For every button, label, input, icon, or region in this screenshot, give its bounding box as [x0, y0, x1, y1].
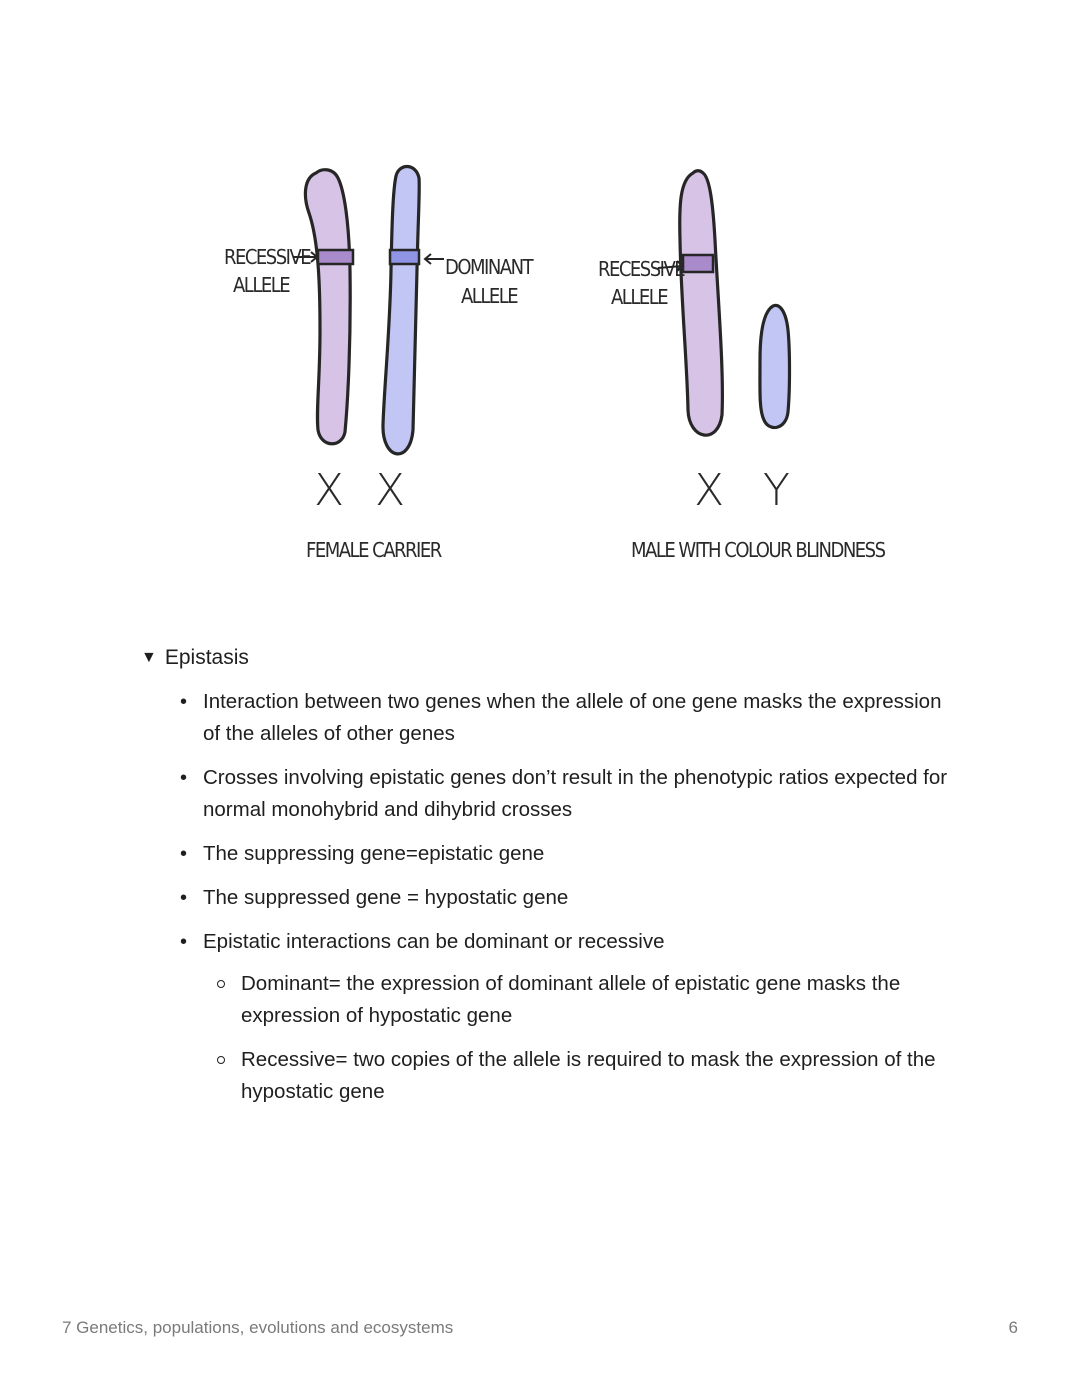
sub-list-item: Recessive= two copies of the allele is required to mask the expression of the hypostatic gene: [203, 1044, 960, 1108]
female-recessive-label-line1: RECESSIVE: [224, 245, 311, 269]
triangle-down-icon: ▼: [141, 649, 157, 666]
male-y-chromosome: [760, 305, 790, 427]
male-chromosome-x: X: [694, 465, 725, 516]
sub-list-item: Dominant= the expression of dominant allele of epistatic gene masks the expression of hypostatic gene: [203, 968, 960, 1032]
x-linked-inheritance-diagram: [0, 0, 1080, 600]
male-recessive-band: [683, 255, 713, 272]
female-recessive-band: [318, 250, 353, 264]
female-x-chromosome-recessive: [305, 170, 350, 444]
female-x-chromosome-dominant: [383, 166, 419, 453]
male-recessive-label-line2: ALLELE: [611, 285, 668, 309]
footer-title: 7 Genetics, populations, evolutions and ecosystems: [62, 1318, 454, 1337]
female-chromosome-x-right: X: [375, 465, 406, 516]
epistasis-bullet-list: [180, 686, 960, 1120]
female-recessive-label-line2: ALLELE: [233, 273, 290, 297]
female-dominant-band: [390, 250, 419, 264]
list-item: • The suppressing gene=epistatic gene: [180, 838, 960, 870]
page-number: 6: [1008, 1318, 1018, 1337]
list-item: • Crosses involving epistatic genes don’t result in the phenotypic ratios expected for normal monohybrid and dihybrid crosses: [180, 762, 960, 826]
male-x-chromosome-recessive: [680, 171, 723, 435]
list-item: • Interaction between two genes when the allele of one gene masks the expression of the alleles of other genes: [180, 686, 960, 750]
sub-bullet-list: [203, 968, 960, 1108]
list-item-with-subitems: [180, 926, 960, 1108]
male-recessive-label-line1: RECESSIVE: [598, 257, 685, 281]
female-dominant-label-line1: DOMINANT: [445, 255, 533, 279]
list-item: • The suppressed gene = hypostatic gene: [180, 882, 960, 914]
female-caption: FEMALE CARRIER: [306, 538, 441, 562]
list-item-text: Epistatic interactions can be dominant or recessive: [203, 930, 665, 953]
female-dominant-arrow-icon: [425, 254, 444, 264]
female-dominant-label-line2: ALLELE: [461, 284, 518, 308]
section-title: Epistasis: [164, 646, 249, 669]
male-caption: MALE WITH COLOUR BLINDNESS: [631, 538, 885, 562]
female-chromosome-x-left: X: [314, 465, 345, 516]
epistasis-toggle[interactable]: [141, 646, 249, 670]
male-chromosome-y: Y: [763, 465, 790, 516]
